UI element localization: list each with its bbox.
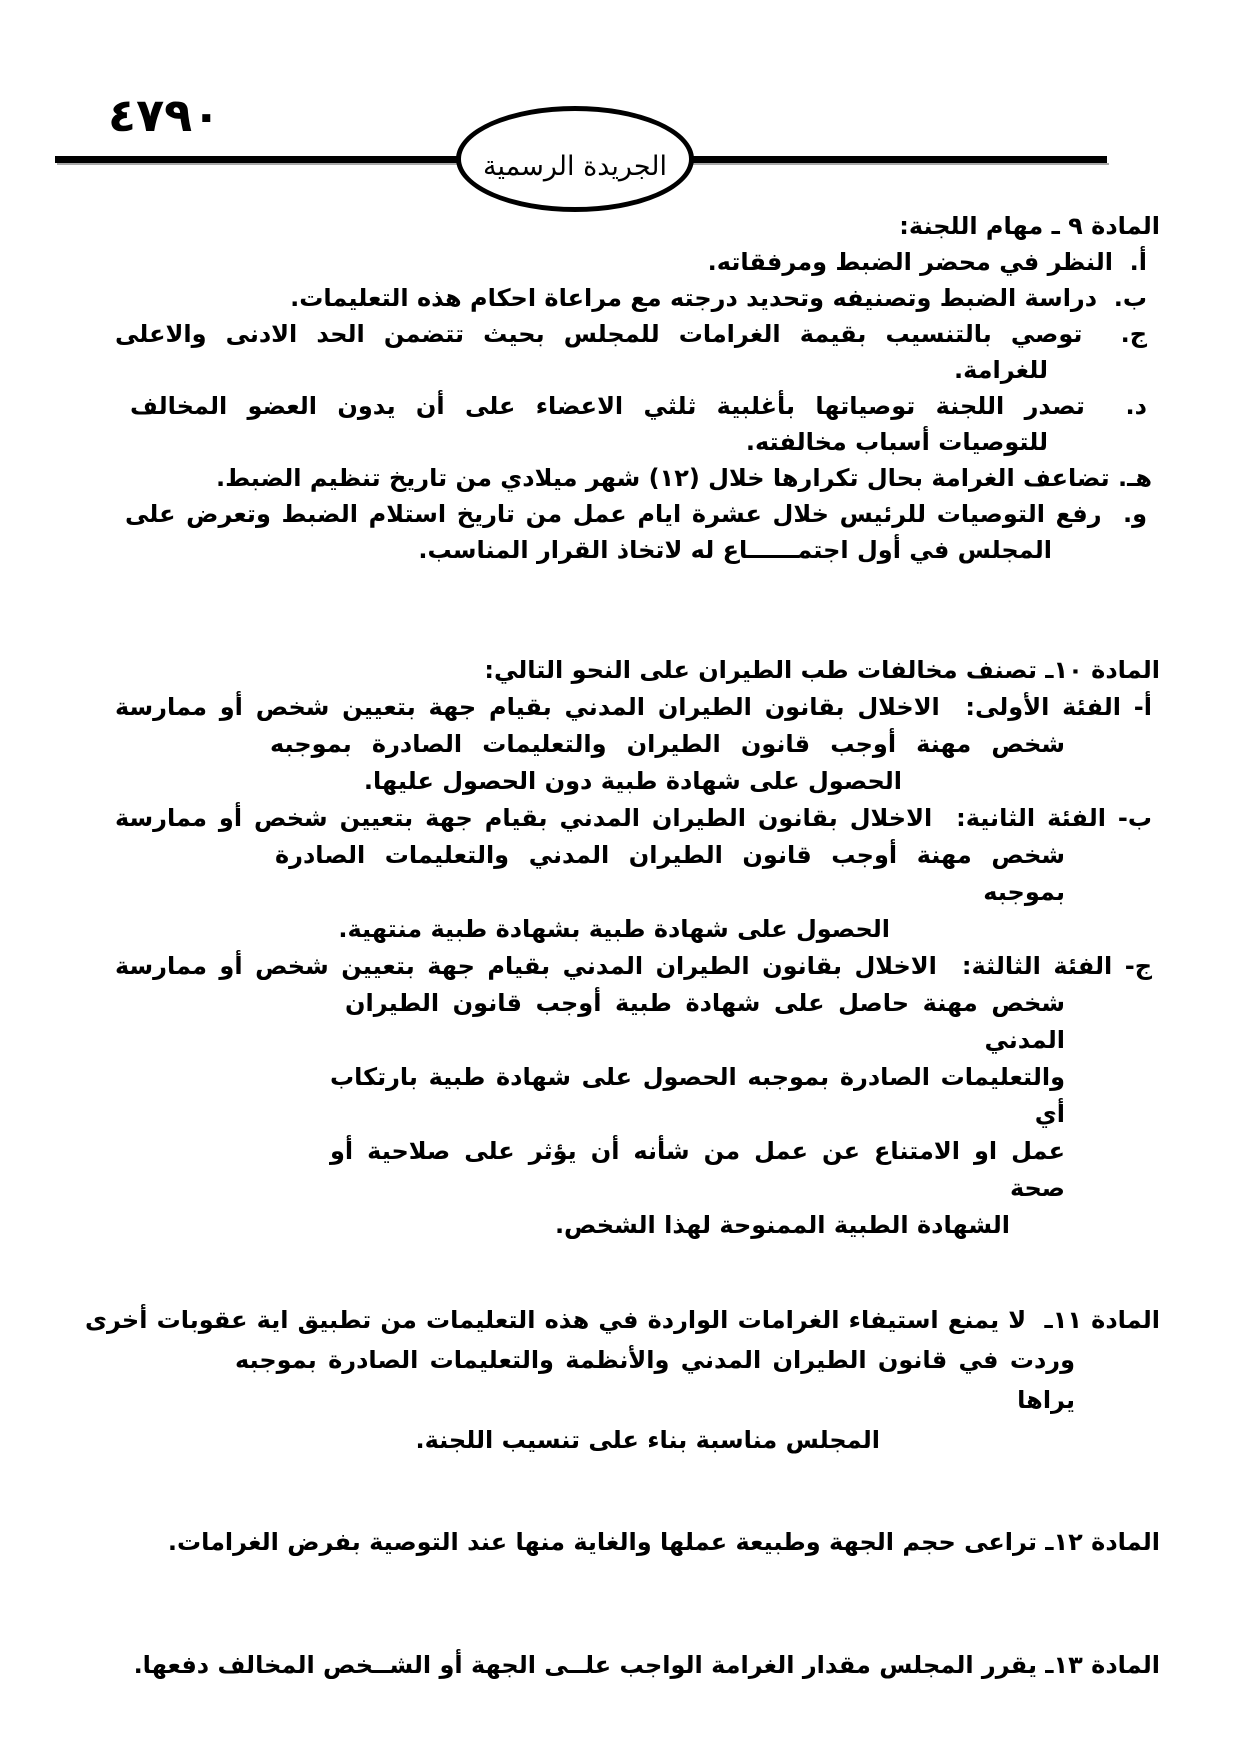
article-line: عمل او الامتناع عن عمل من شأنه أن يؤثر على صلاحية أو صحة (330, 1137, 1065, 1202)
article-9 (85, 208, 1160, 568)
article-line: الحصول على شهادة طبية دون الحصول عليها. (363, 767, 902, 795)
gazette-title: الجريدة الرسمية (483, 150, 667, 182)
article-heading-line: المادة ١٠ـ تصنف مخالفات طب الطيران على النحو التالي: (484, 656, 1160, 684)
article-line: د. تصدر اللجنة توصياتها بأغلبية ثلثي الاعضاء على أن يدون العضو المخالف (130, 392, 1147, 420)
article-line: شخص مهنة حاصل على شهادة طبية أوجب قانون الطيران المدني (345, 989, 1065, 1054)
article-line: و. رفع التوصيات للرئيس خلال عشرة ايام عمل من تاريخ استلام الضبط وتعرض على (125, 500, 1147, 528)
article-13 (85, 1647, 1160, 1684)
article-line: شخص مهنة أوجب قانون الطيران المدني والتعليمات الصادرة بموجبه (275, 841, 1065, 906)
article-line: وردت في قانون الطيران المدني والأنظمة والتعليمات الصادرة بموجبه يراها (235, 1346, 1075, 1414)
article-11 (85, 1300, 1160, 1460)
article-line: المجلس مناسبة بناء على تنسيب اللجنة. (415, 1426, 880, 1454)
article-line: ب. دراسة الضبط وتصنيفه وتحديد درجته مع مراعاة احكام هذه التعليمات. (290, 284, 1147, 312)
article-line: أ. النظر في محضر الضبط ومرفقاته. (707, 248, 1147, 276)
article-12 (85, 1524, 1160, 1561)
gazette-title-oval (456, 106, 694, 212)
article-10 (85, 652, 1160, 1244)
article-heading-line: المادة ١٢ـ تراعى حجم الجهة وطبيعة عملها والغاية منها عند التوصية بفرض الغرامات. (167, 1528, 1160, 1556)
article-line: الحصول على شهادة طبية بشهادة طبية منتهية. (338, 915, 890, 943)
article-heading-line: المادة ١١ـ لا يمنع استيفاء الغرامات الواردة في هذه التعليمات من تطبيق اية عقوبات أخرى (85, 1306, 1160, 1334)
articles (85, 208, 1160, 1684)
article-line: أ- الفئة الأولى: الاخلال بقانون الطيران المدني بقيام جهة بتعيين شخص أو ممارسة (115, 693, 1152, 721)
article-line: والتعليمات الصادرة بموجبه الحصول على شهادة طبية بارتكاب أي (330, 1063, 1065, 1128)
article-line: للتوصيات أسباب مخالفته. (745, 428, 1048, 456)
article-line: ج- الفئة الثالثة: الاخلال بقانون الطيران المدني بقيام جهة بتعيين شخص أو ممارسة (115, 952, 1152, 980)
article-heading-line: المادة ٩ ـ مهام اللجنة: (899, 212, 1160, 240)
article-heading-line: المادة ١٣ـ يقرر المجلس مقدار الغرامة الواجب علــى الجهة أو الشــخص المخالف دفعها. (133, 1651, 1160, 1679)
article-line: المجلس في أول اجتمــــــاع له لاتخاذ القرار المناسب. (418, 536, 1052, 564)
article-line: شخص مهنة أوجب قانون الطيران والتعليمات الصادرة بموجبه (270, 730, 1065, 758)
article-line: هـ. تضاعف الغرامة بحال تكرارها خلال (١٢) شهر ميلادي من تاريخ تنظيم الضبط. (215, 464, 1152, 492)
article-line: ب- الفئة الثانية: الاخلال بقانون الطيران المدني بقيام جهة بتعيين شخص أو ممارسة (115, 804, 1152, 832)
article-line: ج. توصي بالتنسيب بقيمة الغرامات للمجلس بحيث تتضمن الحد الادنى والاعلى (115, 320, 1147, 348)
article-line: الشهادة الطبية الممنوحة لهذا الشخص. (554, 1211, 1010, 1239)
page-number: ٤٧٩٠ (108, 88, 221, 142)
article-line: للغرامة. (953, 356, 1048, 384)
